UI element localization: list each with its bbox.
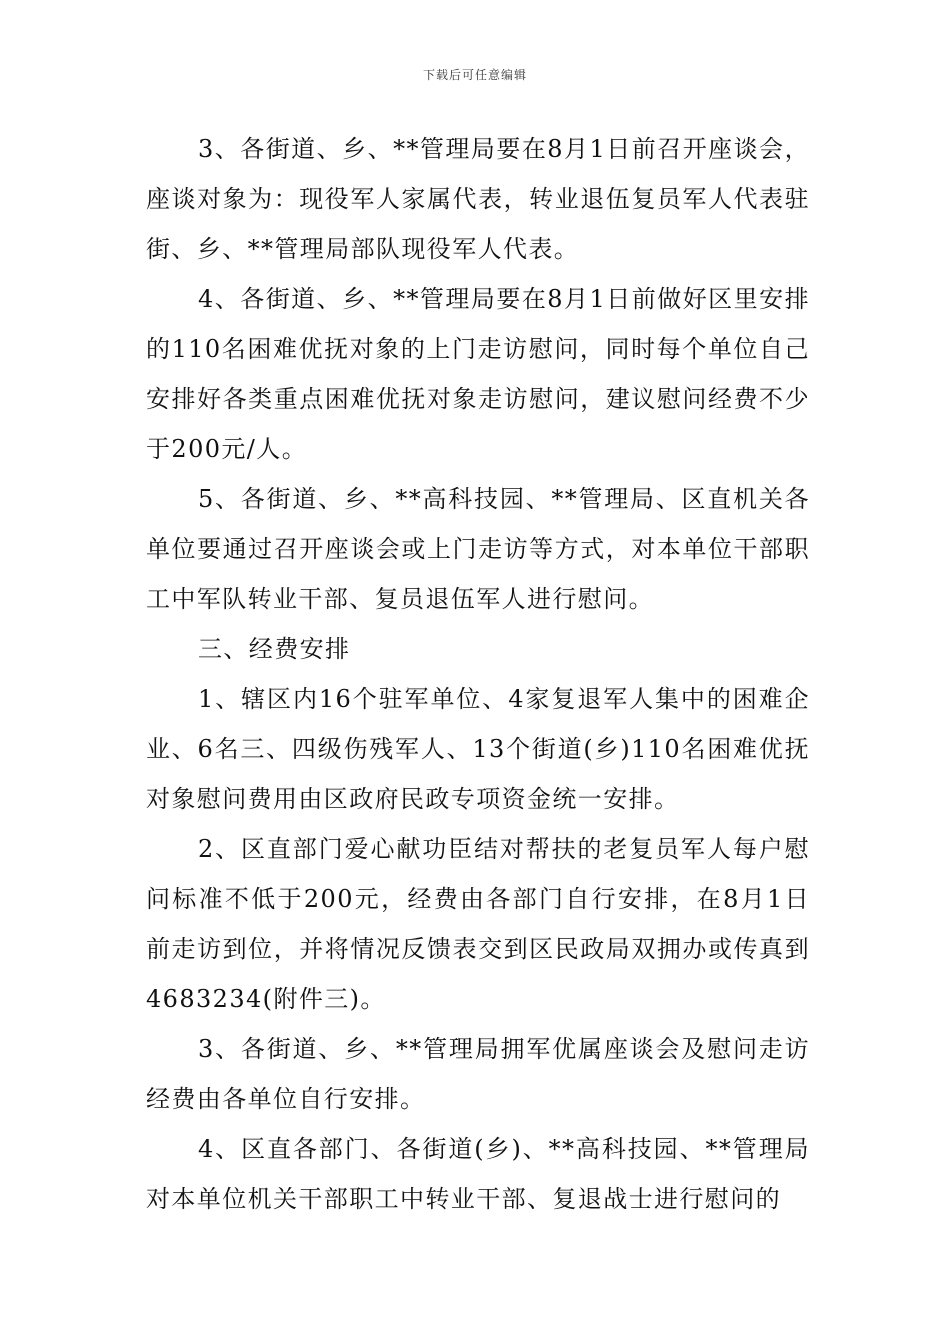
paragraph-item-5-units: 5、各街道、乡、**高科技园、**管理局、区直机关各单位要通过召开座谈会或上门走访等方式，对本单位干部职工中军队转业干部、复员退伍军人进行慰问。 bbox=[146, 485, 810, 613]
paragraph-funding-4: 4、区直各部门、各街道(乡)、**高科技园、**管理局对本单位机关干部职工中转业干部、复退战士进行慰问的 bbox=[146, 1135, 810, 1213]
paragraph-item-3-symposium: 3、各街道、乡、**管理局要在8月1日前召开座谈会，座谈对象为：现役军人家属代表，转业退伍复员军人代表驻街、乡、**管理局部队现役军人代表。 bbox=[146, 135, 810, 263]
document-body bbox=[146, 124, 810, 1224]
section-heading-funding: 三、经费安排 bbox=[198, 635, 351, 663]
paragraph-funding-3: 3、各街道、乡、**管理局拥军优属座谈会及慰问走访经费由各单位自行安排。 bbox=[146, 1035, 810, 1113]
paragraph-funding-1: 1、辖区内16个驻军单位、4家复退军人集中的困难企业、6名三、四级伤残军人、13个街道(乡)110名困难优抚对象慰问费用由区政府民政专项资金统一安排。 bbox=[146, 685, 810, 813]
page-header-note: 下载后可任意编辑 bbox=[422, 68, 527, 82]
paragraph-funding-2: 2、区直部门爱心献功臣结对帮扶的老复员军人每户慰问标准不低于200元，经费由各部门自行安排，在8月1日前走访到位，并将情况反馈表交到区民政局双拥办或传真到4683234(附件三)。 bbox=[146, 835, 810, 1013]
paragraph-item-4-visits: 4、各街道、乡、**管理局要在8月1日前做好区里安排的110名困难优抚对象的上门走访慰问，同时每个单位自己安排好各类重点困难优抚对象走访慰问，建议慰问经费不少于200元/人。 bbox=[146, 285, 810, 463]
